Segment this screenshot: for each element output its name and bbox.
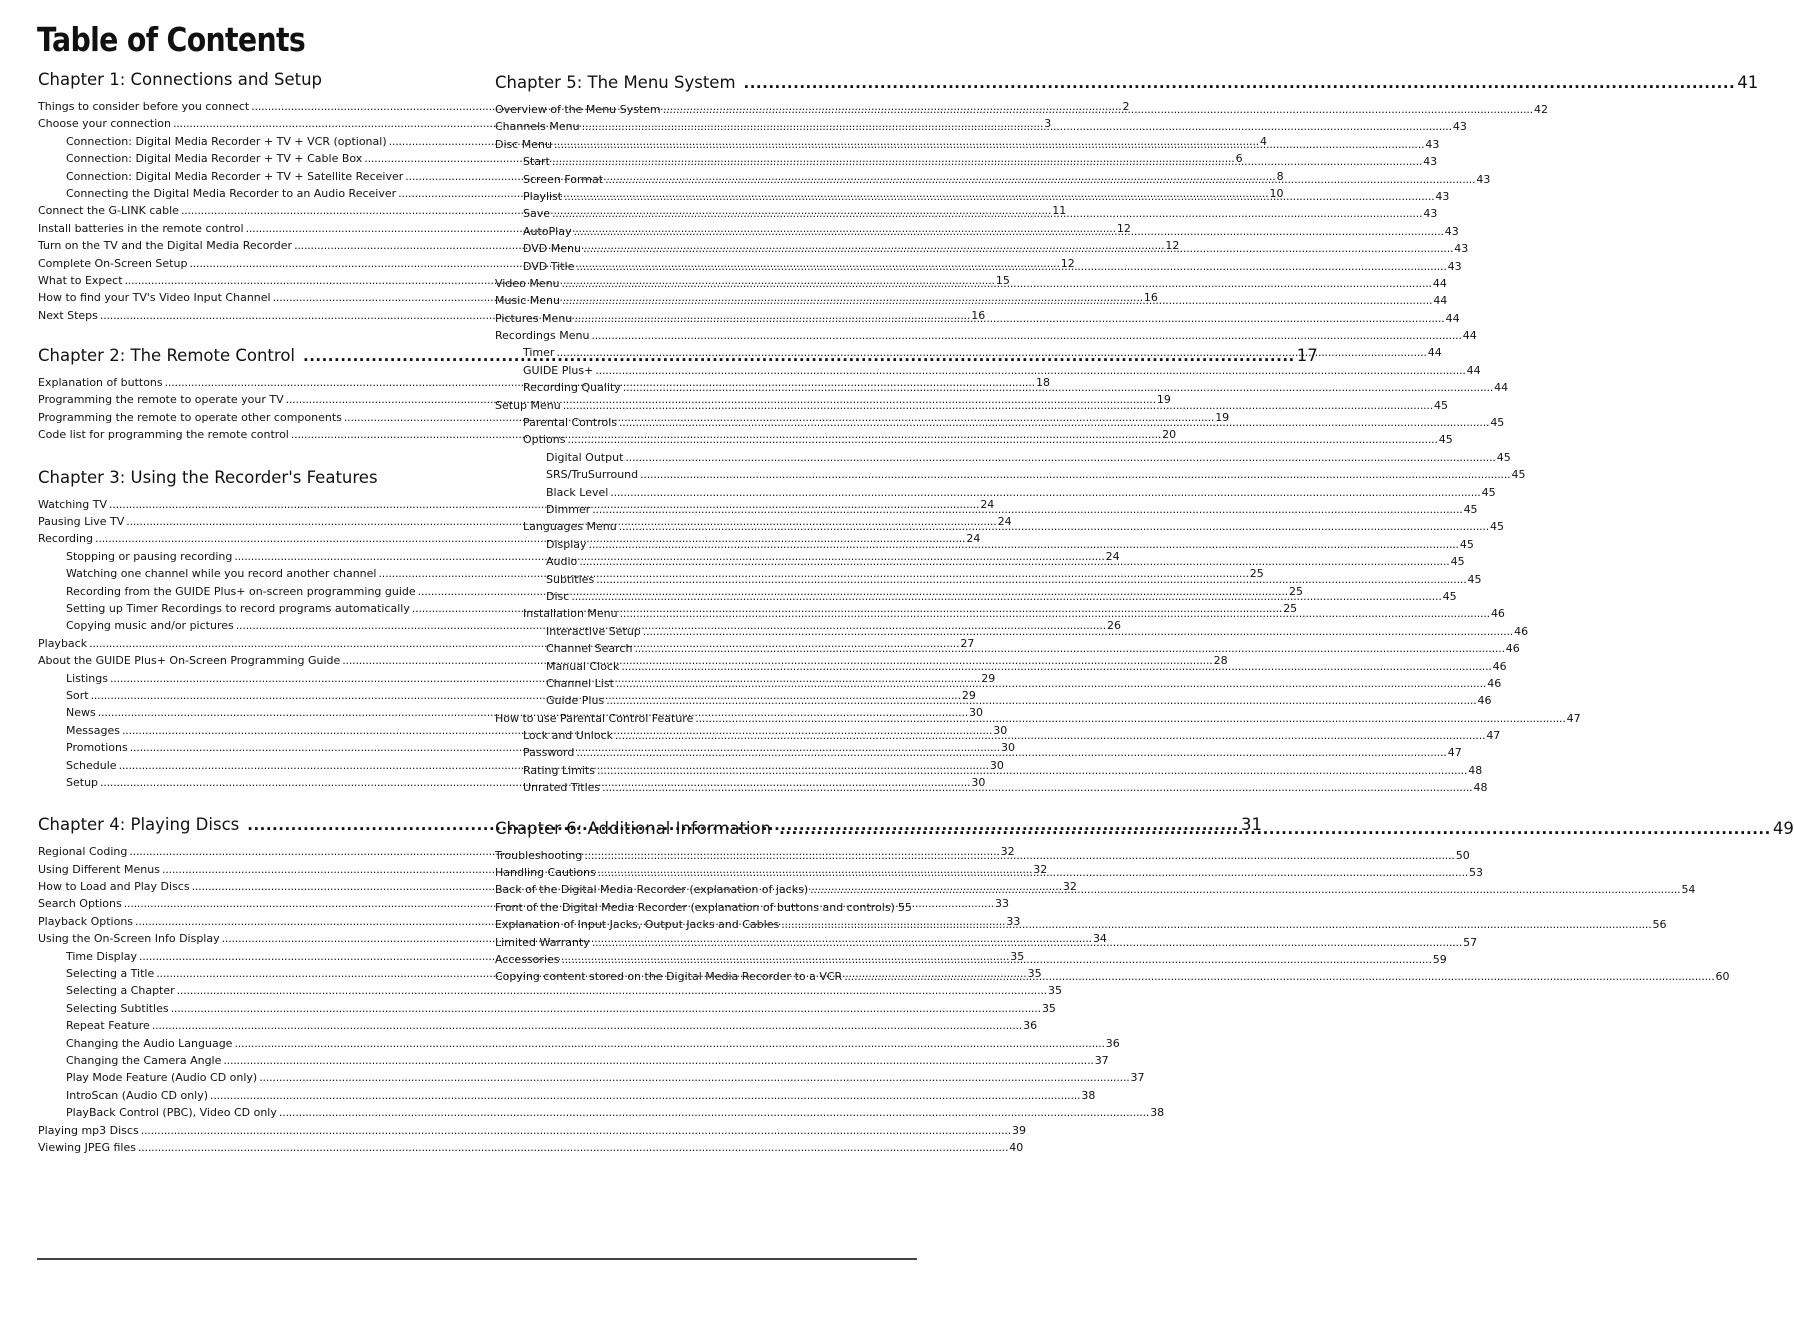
toc-entry-title: Repeat Feature xyxy=(66,1019,150,1033)
toc-entry xyxy=(38,1017,1038,1034)
toc-entry-page-number: 59 xyxy=(1432,952,1447,966)
toc-entry-page-number: 45 xyxy=(1438,433,1453,447)
toc-entry-title: Watching TV xyxy=(38,497,107,511)
dot-leader xyxy=(621,658,1491,675)
toc-entry-page-number: 26 xyxy=(1107,619,1122,633)
toc-entry xyxy=(38,1069,1145,1086)
toc-entry-title: Subtitles xyxy=(546,572,595,586)
toc-entry-title: Handling Cautions xyxy=(495,866,596,880)
toc-entry-title: About the GUIDE Plus+ On-Screen Programming Guide xyxy=(38,654,341,668)
dot-leader xyxy=(576,258,1446,275)
toc-entry-title: Playing mp3 Discs xyxy=(38,1123,139,1137)
toc-entry-page-number: 24 xyxy=(997,515,1012,529)
toc-entry-page-number: 43 xyxy=(1425,137,1440,151)
toc-entry-page-number: 54 xyxy=(1681,883,1696,897)
toc-entry-title: Code list for programming the remote control xyxy=(38,428,289,442)
toc-entry-title: Sort xyxy=(66,688,89,702)
toc-entry-title: Selecting Subtitles xyxy=(66,1001,169,1015)
toc-entry-title: Recordings Menu xyxy=(495,329,590,343)
dot-leader xyxy=(592,501,1462,518)
toc-entry-page-number: 33 xyxy=(1006,914,1021,928)
toc-entry-title: What to Expect xyxy=(38,273,123,287)
toc-entry-title: Programming the remote to operate other components xyxy=(38,410,342,424)
toc-entry-title: Selecting a Title xyxy=(66,967,155,981)
toc-entry-title: Playback xyxy=(38,636,88,650)
toc-entry-page-number: 12 xyxy=(1165,239,1180,253)
toc-entry-title: Channel Search xyxy=(546,642,633,656)
toc-entry xyxy=(495,118,1467,135)
chapter-title: Chapter 6: Additional Information xyxy=(495,818,772,838)
dot-leader xyxy=(584,847,1454,864)
toc-entry-page-number: 45 xyxy=(1511,468,1526,482)
toc-entry-page-number: 38 xyxy=(1081,1088,1096,1102)
toc-entry-page-number: 45 xyxy=(1467,572,1482,586)
toc-entry-page-number: 42 xyxy=(1533,103,1548,116)
dot-leader xyxy=(643,623,1513,640)
toc-entry-page-number: 45 xyxy=(1459,537,1474,551)
toc-entry-title: Channels Menu xyxy=(495,120,580,134)
toc-entry-page-number: 45 xyxy=(1442,589,1457,603)
toc-entry-page-number: 19 xyxy=(1156,393,1171,407)
toc-entry xyxy=(495,171,1491,188)
toc-entry-title: Explanation of buttons xyxy=(38,376,163,390)
toc-entry-title: DVD Menu xyxy=(523,242,581,256)
chapter-title: Chapter 3: Using the Recorder's Features xyxy=(38,467,378,487)
toc-entry-page-number: 44 xyxy=(1466,363,1481,377)
toc-entry-page-number: 25 xyxy=(1283,601,1298,615)
toc-entry-page-number: 18 xyxy=(1035,376,1050,390)
dot-leader xyxy=(573,223,1443,240)
page-title: Table of Contents xyxy=(37,20,306,59)
dot-leader xyxy=(552,205,1422,222)
toc-entry-page-number: 44 xyxy=(1462,329,1477,343)
toc-entry-page-number: 44 xyxy=(1494,381,1509,395)
toc-entry-page-number: 46 xyxy=(1492,659,1507,673)
dot-leader xyxy=(663,101,1533,118)
toc-entry-page-number: 35 xyxy=(1047,984,1062,998)
chapter-title: Chapter 1: Connections and Setup xyxy=(38,70,323,89)
toc-entry-title: Programming the remote to operate your TV xyxy=(38,393,284,407)
chapter-page-number: 41 xyxy=(1737,73,1759,92)
toc-entry-page-number: 45 xyxy=(1450,555,1465,569)
toc-entry-title: DVD Title xyxy=(523,259,575,273)
toc-entry-title: Install batteries in the remote control xyxy=(38,221,244,235)
dot-leader xyxy=(619,414,1489,431)
toc-entry-page-number: 4 xyxy=(1259,134,1267,148)
toc-entry-page-number: 11 xyxy=(1052,204,1067,218)
toc-entry-title: Choose your connection xyxy=(38,117,171,131)
dot-leader xyxy=(564,188,1434,205)
toc-entry-title: Selecting a Chapter xyxy=(66,984,175,998)
toc-entry-title: Video Menu xyxy=(495,276,560,290)
toc-entry xyxy=(495,362,1481,379)
toc-entry xyxy=(495,449,1511,466)
toc-entry xyxy=(495,153,1438,170)
dot-leader xyxy=(596,571,1466,588)
toc-entry-title: Display xyxy=(546,537,587,551)
toc-entry-page-number: 43 xyxy=(1476,172,1491,186)
toc-entry-page-number: 46 xyxy=(1477,694,1492,708)
toc-entry-page-number: 44 xyxy=(1433,294,1448,308)
toc-entry-title: Channel List xyxy=(546,676,614,690)
toc-entry-page-number: 6 xyxy=(1235,152,1243,166)
toc-entry-page-number: 47 xyxy=(1486,729,1501,743)
toc-entry-title: Pictures Menu xyxy=(495,311,573,325)
toc-entry-title: Connecting the Digital Media Recorder to an Audio Receiver xyxy=(66,186,397,200)
toc-entry-page-number: 28 xyxy=(1213,654,1228,668)
toc-entry-page-number: 44 xyxy=(1445,311,1460,325)
toc-entry-title: Digital Output xyxy=(546,450,624,464)
toc-entry-title: Save xyxy=(523,207,551,221)
toc-entry-page-number: 57 xyxy=(1463,935,1478,949)
chapter-title: Chapter 5: The Menu System xyxy=(495,73,736,92)
dot-leader xyxy=(556,344,1426,361)
toc-entry xyxy=(38,1104,1165,1121)
toc-entry-title: Playback Options xyxy=(38,914,134,928)
dot-leader xyxy=(844,968,1714,985)
toc-entry-page-number: 60 xyxy=(1715,970,1730,984)
toc-entry-page-number: 24 xyxy=(966,532,981,546)
toc-entry-title: Interactive Setup xyxy=(546,624,641,638)
dot-leader xyxy=(571,588,1441,605)
toc-entry-title: Copying content stored on the Digital Media Recorder to a VCR xyxy=(495,970,843,984)
toc-entry xyxy=(38,982,1062,999)
toc-entry-title: Watching one channel while you record another channel xyxy=(66,567,377,581)
toc-entry-page-number: 34 xyxy=(1092,932,1107,946)
toc-entry-title: Pausing Live TV xyxy=(38,515,125,529)
toc-entry-title: Changing the Camera Angle xyxy=(66,1053,222,1067)
dot-leader xyxy=(562,275,1432,292)
toc-entry-page-number: 32 xyxy=(1033,862,1048,876)
toc-entry-title: Black Level xyxy=(546,485,609,499)
dot-leader xyxy=(210,1087,1080,1104)
toc-entry-title: News xyxy=(66,706,96,720)
toc-entry-page-number: 44 xyxy=(1432,276,1447,290)
toc-entry-title: How to use Parental Control Feature xyxy=(495,711,694,725)
toc-entry-page-number: 35 xyxy=(1010,949,1025,963)
toc-entry-title: Languages Menu xyxy=(523,520,617,534)
toc-entry xyxy=(495,136,1440,153)
dot-leader xyxy=(576,744,1446,761)
toc-entry-page-number: 24 xyxy=(980,497,995,511)
toc-entry-title: Play Mode Feature (Audio CD only) xyxy=(66,1071,258,1085)
dot-leader xyxy=(605,171,1475,188)
toc-entry-title: Stopping or pausing recording xyxy=(66,549,233,563)
toc-entry-page-number: 30 xyxy=(993,723,1008,737)
toc-entry-title: Recording xyxy=(38,532,94,546)
toc-entry-title: Connection: Digital Media Recorder + TV + Satellite Receiver xyxy=(66,169,404,183)
chapter-title: Chapter 2: The Remote Control xyxy=(38,346,295,366)
toc-entry-title: How to Load and Play Discs xyxy=(38,880,190,894)
toc-entry-title: Time Display xyxy=(66,949,137,963)
toc-entry-page-number: 37 xyxy=(1130,1071,1145,1085)
toc-entry-page-number: 45 xyxy=(1481,485,1496,499)
toc-entry-title: Installation Menu xyxy=(523,607,618,621)
footer-rule xyxy=(37,1258,917,1260)
toc-entry-title: Start xyxy=(523,155,550,169)
dot-leader xyxy=(574,310,1444,327)
toc-entry-page-number: 45 xyxy=(1496,450,1511,464)
dot-leader xyxy=(579,553,1449,570)
toc-entry-title: Audio xyxy=(546,555,578,569)
toc-entry-title: Recording from the GUIDE Plus+ on-screen programming guide xyxy=(66,584,416,598)
dot-leader xyxy=(591,327,1461,344)
toc-entry xyxy=(495,899,912,916)
dot-leader xyxy=(234,1035,1104,1052)
toc-entry-page-number: 48 xyxy=(1468,763,1483,777)
toc-entry-page-number: 12 xyxy=(1116,221,1131,235)
dot-leader xyxy=(640,466,1510,483)
toc-entry xyxy=(495,466,1526,483)
toc-entry xyxy=(38,1035,1120,1052)
dot-leader xyxy=(279,1104,1149,1121)
toc-entry-title: Setting up Timer Recordings to record programs automatically xyxy=(66,601,410,615)
toc-entry xyxy=(38,1139,1024,1156)
toc-entry-page-number: 2 xyxy=(1122,100,1130,113)
toc-entry-title: Back of the Digital Media Recorder (explanation of jacks) xyxy=(495,883,809,897)
dot-leader xyxy=(561,951,1431,968)
toc-entry-page-number: 43 xyxy=(1454,242,1469,256)
toc-entry-page-number: 33 xyxy=(995,897,1010,911)
toc-entry-page-number: 45 xyxy=(1490,416,1505,430)
toc-entry xyxy=(38,1052,1109,1069)
toc-entry-page-number: 30 xyxy=(971,775,986,789)
toc-entry-title: Promotions xyxy=(66,741,128,755)
toc-entry-title: Limited Warranty xyxy=(495,935,590,949)
dot-leader xyxy=(583,240,1453,257)
toc-entry-page-number: 43 xyxy=(1423,207,1438,221)
dot-leader xyxy=(567,431,1437,448)
dot-leader xyxy=(810,881,1680,898)
toc-entry-page-number: 53 xyxy=(1469,866,1484,880)
toc-entry-title: Setup Menu xyxy=(495,398,561,412)
dot-leader xyxy=(589,536,1459,553)
dot-leader xyxy=(619,518,1489,535)
dot-leader xyxy=(552,153,1422,170)
dot-leader xyxy=(620,605,1490,622)
dot-leader xyxy=(597,762,1467,779)
toc-entry-title: Connection: Digital Media Recorder + TV + Cable Box xyxy=(66,152,363,166)
toc-entry-title: Setup xyxy=(66,775,99,789)
toc-entry-title: Connect the G-LINK cable xyxy=(38,204,179,218)
toc-entry-title: Lock and Unlock xyxy=(523,729,613,743)
toc-entry-page-number: 55 xyxy=(897,900,912,914)
toc-entry-page-number: 47 xyxy=(1566,711,1581,725)
dot-leader xyxy=(602,779,1472,796)
chapter-heading xyxy=(495,71,1759,95)
toc-entry-page-number: 30 xyxy=(1001,741,1016,755)
dot-leader xyxy=(695,710,1565,727)
toc-entry-title: Messages xyxy=(66,723,120,737)
toc-entry-page-number: 25 xyxy=(1288,584,1303,598)
toc-entry-title: Unrated Titles xyxy=(523,781,601,795)
toc-entry-page-number: 46 xyxy=(1505,642,1520,656)
toc-entry-page-number: 43 xyxy=(1452,120,1467,134)
chapter-page-number: 49 xyxy=(1772,818,1794,838)
toc-entry-title: Disc Menu xyxy=(495,137,553,151)
dot-leader xyxy=(171,1000,1041,1017)
dot-leader xyxy=(781,916,1651,933)
chapter-heading xyxy=(38,68,444,92)
toc-entry-title: Schedule xyxy=(66,758,117,772)
toc-entry-title: Playlist xyxy=(523,189,563,203)
toc-entry-page-number: 46 xyxy=(1490,607,1505,621)
toc-entry-page-number: 40 xyxy=(1009,1140,1024,1154)
toc-entry-title: Accessories xyxy=(495,952,560,966)
toc-entry-page-number: 30 xyxy=(969,706,984,720)
toc-entry-page-number: 16 xyxy=(971,308,986,322)
dot-leader xyxy=(563,397,1433,414)
toc-entry-page-number: 43 xyxy=(1423,155,1438,169)
dot-leader xyxy=(595,362,1465,379)
toc-entry-title: Manual Clock xyxy=(546,659,620,673)
toc-entry-page-number: 38 xyxy=(1150,1106,1165,1120)
dot-leader xyxy=(592,934,1462,951)
toc-entry-page-number: 45 xyxy=(1463,502,1478,516)
toc-entry-title: AutoPlay xyxy=(523,224,572,238)
toc-entry xyxy=(38,1000,1056,1017)
dot-leader xyxy=(223,1052,1093,1069)
toc-entry-page-number: 56 xyxy=(1652,918,1667,932)
toc-entry xyxy=(495,101,1548,118)
dot-leader xyxy=(625,449,1495,466)
toc-entry-title: Things to consider before you connect xyxy=(38,100,250,113)
chapter-page-number: 17 xyxy=(1296,346,1318,366)
toc-entry-page-number: 32 xyxy=(1000,845,1015,859)
toc-entry-title: Turn on the TV and the Digital Media Recorder xyxy=(38,239,293,253)
toc-entry-title: Search Options xyxy=(38,897,122,911)
toc-entry-page-number: 10 xyxy=(1269,186,1284,200)
chapter-title: Chapter 4: Playing Discs xyxy=(38,815,240,835)
toc-entry-page-number: 37 xyxy=(1094,1053,1109,1067)
toc-entry-title: Options xyxy=(523,433,566,447)
dot-leader xyxy=(582,118,1452,135)
dot-leader xyxy=(744,71,1736,95)
toc-entry-title: Complete On-Screen Setup xyxy=(38,256,188,270)
toc-entry-title: Parental Controls xyxy=(523,416,617,430)
toc-entry-page-number: 8 xyxy=(1276,169,1284,183)
toc-entry xyxy=(495,327,1477,344)
toc-entry xyxy=(495,484,1496,501)
toc-entry-title: Changing the Audio Language xyxy=(66,1036,233,1050)
dot-leader xyxy=(554,136,1424,153)
toc-entry xyxy=(38,1087,1096,1104)
dot-leader xyxy=(562,292,1432,309)
toc-entry-page-number: 19 xyxy=(1215,410,1230,424)
toc-entry-page-number: 25 xyxy=(1249,567,1264,581)
toc-entry-page-number: 16 xyxy=(1143,291,1158,305)
toc-entry-title: Rating Limits xyxy=(523,763,595,777)
toc-entry-page-number: 45 xyxy=(1434,398,1449,412)
dot-leader xyxy=(138,1139,1008,1156)
toc-entry-page-number: 43 xyxy=(1447,259,1462,273)
toc-entry-page-number: 39 xyxy=(1012,1123,1026,1137)
toc-entry-page-number: 43 xyxy=(1444,224,1459,238)
toc-entry-title: How to find your TV's Video Input Channel xyxy=(38,291,271,305)
toc-entry-page-number: 36 xyxy=(1105,1036,1120,1050)
toc-entry-title: IntroScan (Audio CD only) xyxy=(66,1088,209,1102)
toc-entry-title: Music Menu xyxy=(495,294,560,308)
toc-entry-title: Disc xyxy=(546,589,570,603)
toc-entry-title: Timer xyxy=(523,346,555,360)
toc-entry-title: Screen Format xyxy=(523,172,604,186)
toc-entry-page-number: 46 xyxy=(1487,676,1502,690)
toc-entry-title: Dimmer xyxy=(546,502,591,516)
dot-leader xyxy=(615,727,1485,744)
toc-entry-title: Using the On-Screen Info Display xyxy=(38,932,220,946)
toc-entry-page-number: 43 xyxy=(1435,189,1450,203)
toc-entry-page-number: 45 xyxy=(1490,520,1505,534)
dot-leader xyxy=(623,379,1493,396)
toc-entry-page-number: 3 xyxy=(1044,117,1052,131)
toc-entry-page-number: 20 xyxy=(1162,428,1177,442)
toc-entry-title: Viewing JPEG files xyxy=(38,1140,136,1154)
toc-entry-title: Connection: Digital Media Recorder + TV + VCR (optional) xyxy=(66,134,387,148)
toc-entry-page-number: 35 xyxy=(1027,967,1042,981)
toc-entry-page-number: 32 xyxy=(1062,880,1077,894)
dot-leader xyxy=(616,675,1486,692)
toc-entry-title: Explanation of Input Jacks, Output Jacks and Cables xyxy=(495,918,780,932)
toc-entry-page-number: 47 xyxy=(1447,746,1462,760)
toc-entry-title: Recording Quality xyxy=(523,381,621,395)
toc-entry-title: Troubleshooting xyxy=(495,848,583,862)
dot-leader xyxy=(634,640,1504,657)
toc-entry-title: Front of the Digital Media Recorder (explanation of buttons and controls) xyxy=(495,900,895,914)
dot-leader xyxy=(598,864,1468,881)
chapter-page-number: 31 xyxy=(1240,815,1262,835)
dot-leader xyxy=(606,692,1476,709)
toc-entry-title: Copying music and/or pictures xyxy=(66,619,234,633)
toc-entry xyxy=(38,1122,1026,1139)
toc-entry-title: Regional Coding xyxy=(38,845,128,859)
toc-entry-page-number: 35 xyxy=(1041,1001,1056,1015)
toc-entry-title: Overview of the Menu System xyxy=(495,103,661,116)
dot-leader xyxy=(259,1069,1129,1086)
toc-entry-page-number: 29 xyxy=(961,688,976,702)
toc-entry-page-number: 44 xyxy=(1427,346,1442,360)
toc-entry-page-number: 46 xyxy=(1514,624,1529,638)
toc-entry-page-number: 50 xyxy=(1455,848,1470,862)
toc-entry-title: Guide Plus xyxy=(546,694,605,708)
dot-leader xyxy=(152,1017,1022,1034)
toc-entry-title: Listings xyxy=(66,671,108,685)
toc-entry-page-number: 27 xyxy=(960,636,975,650)
toc-entry-title: SRS/TruSurround xyxy=(546,468,639,482)
toc-entry-page-number: 30 xyxy=(989,758,1004,772)
chapter-heading xyxy=(38,466,444,490)
toc-entry-page-number: 36 xyxy=(1023,1019,1038,1033)
toc-entry-page-number: 48 xyxy=(1473,781,1488,795)
toc-entry-title: PlayBack Control (PBC), Video CD only xyxy=(66,1106,277,1120)
toc-entry-title: Using Different Menus xyxy=(38,862,160,876)
toc-entry-page-number: 12 xyxy=(1060,256,1075,270)
dot-leader xyxy=(610,484,1480,501)
toc-entry-title: Password xyxy=(523,746,575,760)
toc-entry-page-number: 29 xyxy=(981,671,996,685)
dot-leader xyxy=(779,817,1771,841)
toc-entry-title: Next Steps xyxy=(38,308,98,322)
toc-entry-page-number: 15 xyxy=(995,273,1010,287)
toc-entry-title: GUIDE Plus+ xyxy=(523,363,594,377)
toc-entry-page-number: 24 xyxy=(1105,549,1120,563)
dot-leader xyxy=(141,1122,1011,1139)
